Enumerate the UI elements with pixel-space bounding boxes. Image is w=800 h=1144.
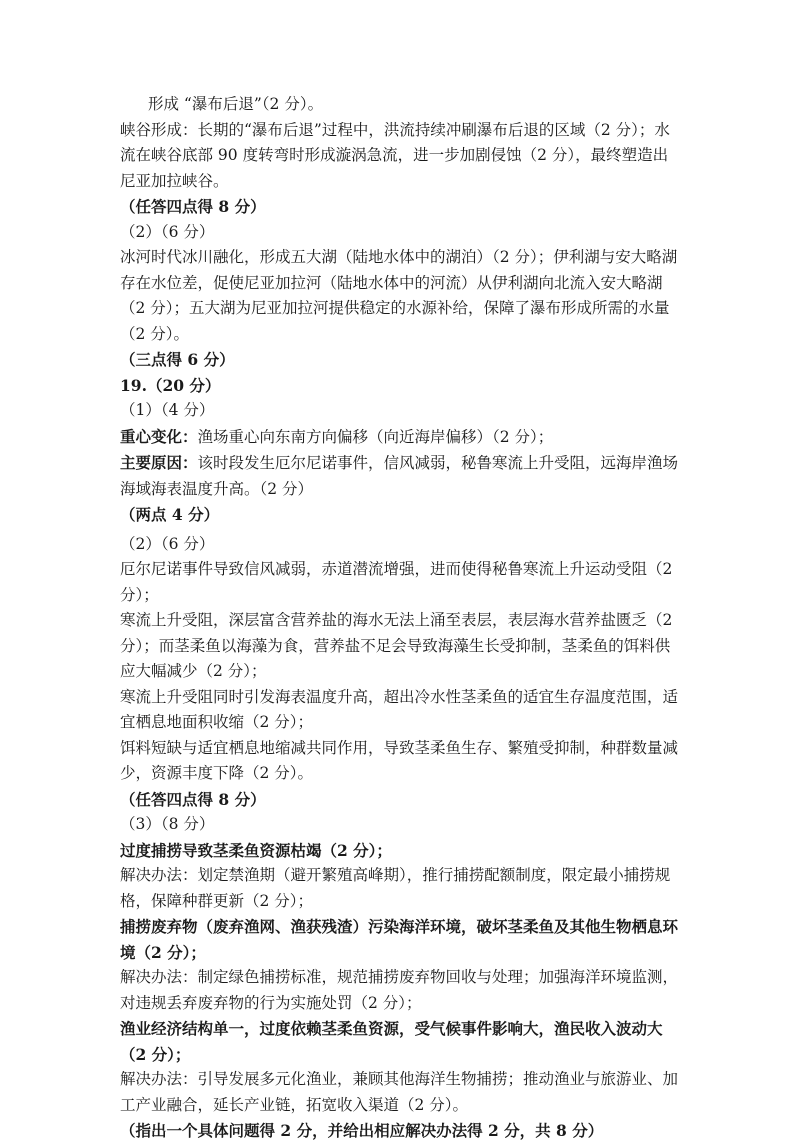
problem-statement: 捕捞废弃物（废弃渔网、渔获残渣）污染海洋环境，破坏茎柔鱼及其他生物栖息环境（2 分）；	[120, 917, 679, 962]
scoring-note: （三点得 6 分）	[120, 350, 235, 369]
sub-question-heading: （2）（6 分）	[120, 222, 215, 241]
centroid-change-paragraph	[120, 424, 682, 451]
scoring-note: （任答四点得 8 分）	[120, 789, 266, 809]
problem-statement: 渔业经济结构单一，过度依赖茎柔鱼资源，受气候事件影响大，渔民收入波动大（2 分）；	[120, 1019, 663, 1064]
waterfall-retreat-line: 形成 “瀑布后退”（2 分）。	[148, 95, 324, 113]
answer-paragraph: 寒流上升受阻，深层富含营养盐的海水无法上涌至表层，表层海水营养盐匮乏（2 分）；而茎柔鱼以海藻为食，营养盐不足会导致海藻生长受抑制，茎柔鱼的饵料供应大幅减少（2 分）；	[120, 611, 673, 680]
scoring-note: （指出一个具体问题得 2 分，并给出相应解决办法得 2 分，共 8 分）	[120, 1121, 604, 1140]
sub-question-heading: （2）（6 分）	[120, 534, 215, 553]
term-label: 主要原因：	[120, 453, 198, 472]
scoring-note: （任答四点得 8 分）	[120, 197, 266, 216]
answer-key-page	[120, 92, 682, 1144]
term-label: 重心变化：	[120, 426, 198, 446]
answer-paragraph: 厄尔尼诺事件导致信风减弱，赤道潜流增强，进而使得秘鲁寒流上升运动受阻（2 分）；	[120, 560, 673, 604]
solution-paragraph: 解决办法：划定禁渔期（避开繁殖高峰期），推行捕捞配额制度，限定最小捕捞规格，保障种群更新（2 分）；	[120, 866, 671, 910]
term-text: 渔场重心向东南方向偏移（向近海岸偏移）（2 分）；	[197, 427, 554, 446]
answer-paragraph: 寒流上升受阻同时引发海表温度升高，超出冷水性茎柔鱼的适宜生存温度范围，适宜栖息地面积收缩（2 分）；	[120, 687, 679, 731]
problem-statement: 过度捕捞导致茎柔鱼资源枯竭（2 分）；	[120, 840, 392, 860]
question-heading: 19.（20 分）	[120, 375, 221, 395]
term-text: 该时段发生厄尔尼诺事件，信风减弱，秘鲁寒流上升受阻，远海岸渔场海域海表温度升高。（2 分）	[120, 454, 679, 498]
scoring-note: （两点 4 分）	[120, 505, 220, 524]
great-lakes-paragraph: 冰河时代冰川融化，形成五大湖（陆地水体中的湖泊）（2 分）；伊利湖与安大略湖存在水位差，促使尼亚加拉河（陆地水体中的河流）从伊利湖向北流入安大略湖（2 分）；五大湖为尼亚加拉河提供稳定的水源补给，保障了瀑布形成所需的水量（2 分）。	[120, 248, 678, 343]
canyon-formation-paragraph: 峡谷形成：长期的“瀑布后退”过程中，洪流持续冲刷瀑布后退的区域（2 分）；水流在峡谷底部 90 度转弯时形成漩涡急流，进一步加剧侵蚀（2 分），最终塑造出尼亚加拉峡谷。	[120, 120, 670, 190]
sub-question-heading: （3）（8 分）	[120, 815, 215, 833]
solution-paragraph: 解决办法：制定绿色捕捞标准，规范捕捞废弃物回收与处理；加强海洋环境监测，对违规丢弃废弃物的行为实施处罚（2 分）；	[120, 968, 679, 1012]
main-reason-paragraph	[120, 450, 682, 502]
solution-paragraph: 解决办法：引导发展多元化渔业，兼顾其他海洋生物捕捞；推动渔业与旅游业、加工产业融合，延长产业链，拓宽收入渠道（2 分）。	[120, 1070, 679, 1114]
sub-question-heading: （1）（4 分）	[120, 401, 215, 419]
answer-paragraph: 饵料短缺与适宜栖息地缩减共同作用，导致茎柔鱼生存、繁殖受抑制，种群数量减少，资源丰度下降（2 分）。	[120, 738, 679, 782]
